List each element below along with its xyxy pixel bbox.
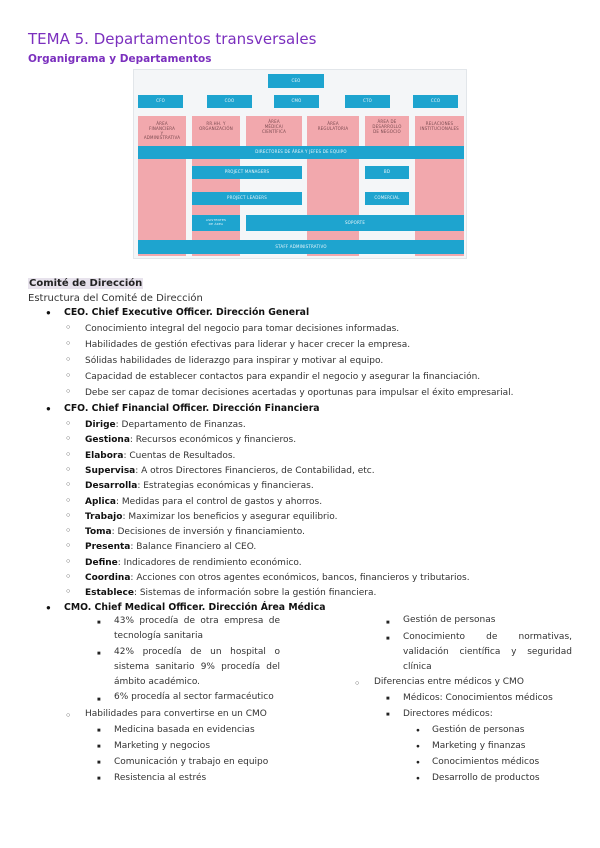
org-cco-box: CCO: [413, 95, 458, 108]
cfo-item-keyword: Trabajo: [85, 511, 123, 522]
bullet-square-icon: ■: [386, 712, 390, 718]
bullet-circle-icon: ○: [66, 496, 71, 504]
ceo-item: Sólidas habilidades de liderazgo para inspirar y motivar al equipo.: [85, 356, 384, 366]
cfo-item-text: : Estrategias económicas y financieras.: [137, 481, 314, 492]
cfo-item: [85, 450, 235, 462]
cmo-skill-item: Resistencia al estrés: [114, 773, 207, 783]
bullet-circle-icon: ○: [66, 435, 71, 443]
org-chart: [133, 69, 467, 259]
bullet-square-icon: ■: [97, 620, 101, 626]
bullet-circle-icon: ○: [66, 372, 71, 379]
cmo-directores-sub: Gestión de personas: [432, 725, 525, 735]
cmo-skills-title: Habilidades para convertirse en un CMO: [85, 709, 267, 719]
ceo-item: Conocimiento integral del negocio para tomar decisiones informadas.: [85, 324, 400, 334]
cmo-directores-sub: Desarrollo de productos: [432, 773, 540, 783]
cfo-item: [85, 572, 470, 584]
bullet-circle-icon: ○: [66, 481, 71, 489]
cfo-item-text: : Departamento de Finanzas.: [115, 420, 246, 430]
org-comercial-box: COMERCIAL: [365, 192, 409, 205]
org-area-relaciones: RELACIONES INSTITUCIONALES: [415, 116, 464, 256]
cfo-item-keyword: Elabora: [85, 450, 124, 461]
cmo-skill-item: Medicina basada en evidencias: [114, 725, 255, 735]
ceo-item: Capacidad de establecer contactos para expandir el negocio y asegurar la financiación.: [85, 372, 481, 382]
cfo-item: [85, 557, 302, 569]
bullet-circle-icon: ○: [66, 388, 71, 395]
bullet-square-icon: ■: [97, 728, 101, 734]
bullet-square-icon: ■: [97, 697, 101, 703]
bullet-circle-icon: ○: [66, 324, 71, 331]
bullet-circle-icon: ○: [66, 542, 71, 550]
cmo-directores-item: Directores médicos:: [403, 709, 493, 719]
org-project-managers: PROJECT MANAGERS: [192, 166, 302, 179]
cmo-title: CMO. Chief Medical Officer. Dirección Área Médica: [64, 602, 326, 613]
cfo-item-keyword: Establece: [85, 588, 134, 599]
cmo-origin-item: 6% procedía al sector farmacéutico: [114, 692, 274, 702]
ceo-item: Debe ser capaz de tomar decisiones acertadas y oportunas para impulsar el éxito empresarial.: [85, 388, 514, 398]
org-cmo-box: CMO: [274, 95, 319, 108]
bullet-disc-icon: ●: [46, 404, 51, 413]
cfo-item: [85, 434, 296, 446]
bullet-circle-icon: ○: [66, 356, 71, 363]
cfo-item-text: : Balance Financiero al CEO.: [130, 542, 257, 553]
org-area-medica: ÁREA MÉDICA/ CIENTÍFICA: [246, 116, 302, 146]
cmo-skill-item: Marketing y negocios: [114, 741, 211, 751]
cfo-item-text: : Medidas para el control de gastos y ahorros.: [116, 496, 323, 507]
cfo-item: [85, 496, 322, 508]
org-band-directores: DIRECTORES DE ÁREA Y JEFES DE EQUIPO: [138, 146, 464, 159]
cfo-item-text: : Maximizar los beneficios y asegurar equilibrio.: [122, 511, 338, 522]
org-cto-box: CTO: [345, 95, 390, 108]
bullet-circle-icon: ○: [66, 557, 71, 565]
cfo-item: [85, 526, 305, 538]
cmo-directores-sub: Marketing y finanzas: [432, 741, 526, 751]
bullet-circle-icon: ○: [66, 588, 71, 596]
bullet-circle-icon: ○: [66, 450, 71, 458]
org-coo-box: COO: [207, 95, 252, 108]
cfo-item: [85, 465, 375, 477]
bullet-circle-icon: ○: [66, 420, 71, 427]
ceo-title: CEO. Chief Executive Officer. Dirección General: [64, 307, 310, 318]
cfo-item-keyword: Desarrolla: [85, 481, 138, 492]
org-project-leaders: PROJECT LEADERS: [192, 192, 302, 205]
org-area-regulatoria: ÁREA REGULATORIA: [307, 116, 359, 256]
cmo-right-item: Gestión de personas: [403, 615, 496, 625]
cmo-right-item: Conocimiento de normativas, validación científica y seguridad clínica: [403, 632, 572, 672]
cfo-item-keyword: Dirige: [85, 420, 116, 430]
bullet-square-icon: ■: [386, 620, 390, 626]
cfo-title: CFO. Chief Financial Officer. Dirección Financiera: [64, 403, 320, 414]
org-ceo-box: CEO: [268, 74, 324, 88]
cfo-item: [85, 541, 256, 553]
bullet-circle-icon: ○: [66, 340, 71, 347]
section-heading: Comité de Dirección: [29, 278, 143, 289]
org-bd-box: BD: [365, 166, 409, 179]
cfo-item-keyword: Supervisa: [85, 465, 136, 476]
cmo-directores-sub: Conocimientos médicos: [432, 757, 540, 767]
page-subtitle: Organigrama y Departamentos: [28, 53, 212, 65]
bullet-disc-icon: ●: [416, 775, 420, 782]
org-area-desarrollo: ÁREA DE DESARROLLO DE NEGOCIO: [365, 116, 409, 146]
cmo-origin-item: 43% procedía de otra empresa de tecnología sanitaria: [114, 616, 280, 641]
org-asistentes-box: ASISTENTES DE ÁREA: [192, 215, 240, 231]
org-cfo-box: CFO: [138, 95, 183, 108]
cfo-item-text: : Recursos económicos y financieros.: [129, 435, 297, 446]
org-area-financiera: ÁREA FINANCIERA Y ADMINISTRATIVA: [138, 116, 186, 256]
cmo-medicos-item: Médicos: Conocimientos médicos: [403, 693, 553, 703]
bullet-square-icon: ■: [386, 636, 390, 642]
org-staff-box: STAFF ADMINISTRATIVO: [138, 240, 464, 254]
bullet-circle-icon: ○: [66, 527, 71, 535]
bullet-disc-icon: ●: [416, 743, 420, 750]
cfo-item-keyword: Define: [85, 557, 118, 568]
cfo-item-keyword: Aplica: [85, 496, 116, 507]
cfo-item-keyword: Presenta: [85, 542, 131, 553]
cfo-item-keyword: Gestiona: [85, 435, 130, 446]
org-soporte-box: SOPORTE: [246, 215, 464, 231]
cfo-item: [85, 480, 314, 492]
cfo-item: [85, 587, 376, 599]
bullet-square-icon: ■: [97, 651, 101, 657]
bullet-square-icon: ■: [97, 760, 101, 766]
bullet-disc-icon: ●: [46, 603, 51, 612]
cfo-item-text: : Acciones con otros agentes económicos, bancos, financieros y tributarios.: [130, 573, 470, 583]
bullet-circle-icon: ○: [66, 712, 71, 719]
cfo-item-text: : Indicadores de rendimiento económico.: [117, 557, 302, 568]
cfo-item-text: : Sistemas de información sobre la gestión financiera.: [133, 588, 377, 599]
section-subheading: Estructura del Comité de Dirección: [28, 293, 203, 304]
cmo-diff-title: Diferencias entre médicos y CMO: [374, 677, 524, 687]
cfo-item: [85, 511, 337, 523]
bullet-circle-icon: ○: [66, 511, 71, 519]
bullet-circle-icon: ○: [66, 573, 71, 580]
bullet-circle-icon: ○: [66, 465, 71, 473]
bullet-square-icon: ■: [97, 744, 101, 750]
cfo-item-text: : Decisiones de inversión y financiamiento.: [111, 527, 306, 538]
bullet-square-icon: ■: [386, 696, 390, 702]
cfo-item-text: : A otros Directores Financieros, de Contabilidad, etc.: [135, 465, 375, 476]
bullet-disc-icon: ●: [416, 727, 420, 734]
cfo-item-keyword: Toma: [85, 527, 112, 538]
bullet-circle-icon: ○: [355, 680, 360, 687]
cmo-origin-item: 42% procedía de un hospital o sistema sanitario 9% procedía del ámbito académico.: [114, 647, 280, 687]
cfo-item: [85, 419, 246, 431]
page-title: TEMA 5. Departamentos transversales: [28, 30, 317, 48]
org-area-rrhh: RR.HH. Y ORGANIZACIÓN: [192, 116, 240, 256]
cmo-skill-item: Comunicación y trabajo en equipo: [114, 757, 269, 767]
bullet-disc-icon: ●: [46, 308, 51, 317]
cfo-item-keyword: Coordina: [85, 573, 131, 583]
bullet-disc-icon: ●: [416, 759, 420, 766]
ceo-item: Habilidades de gestión efectivas para liderar y hacer crecer la empresa.: [85, 340, 411, 350]
cfo-item-text: : Cuentas de Resultados.: [123, 450, 236, 461]
bullet-square-icon: ■: [97, 776, 101, 782]
